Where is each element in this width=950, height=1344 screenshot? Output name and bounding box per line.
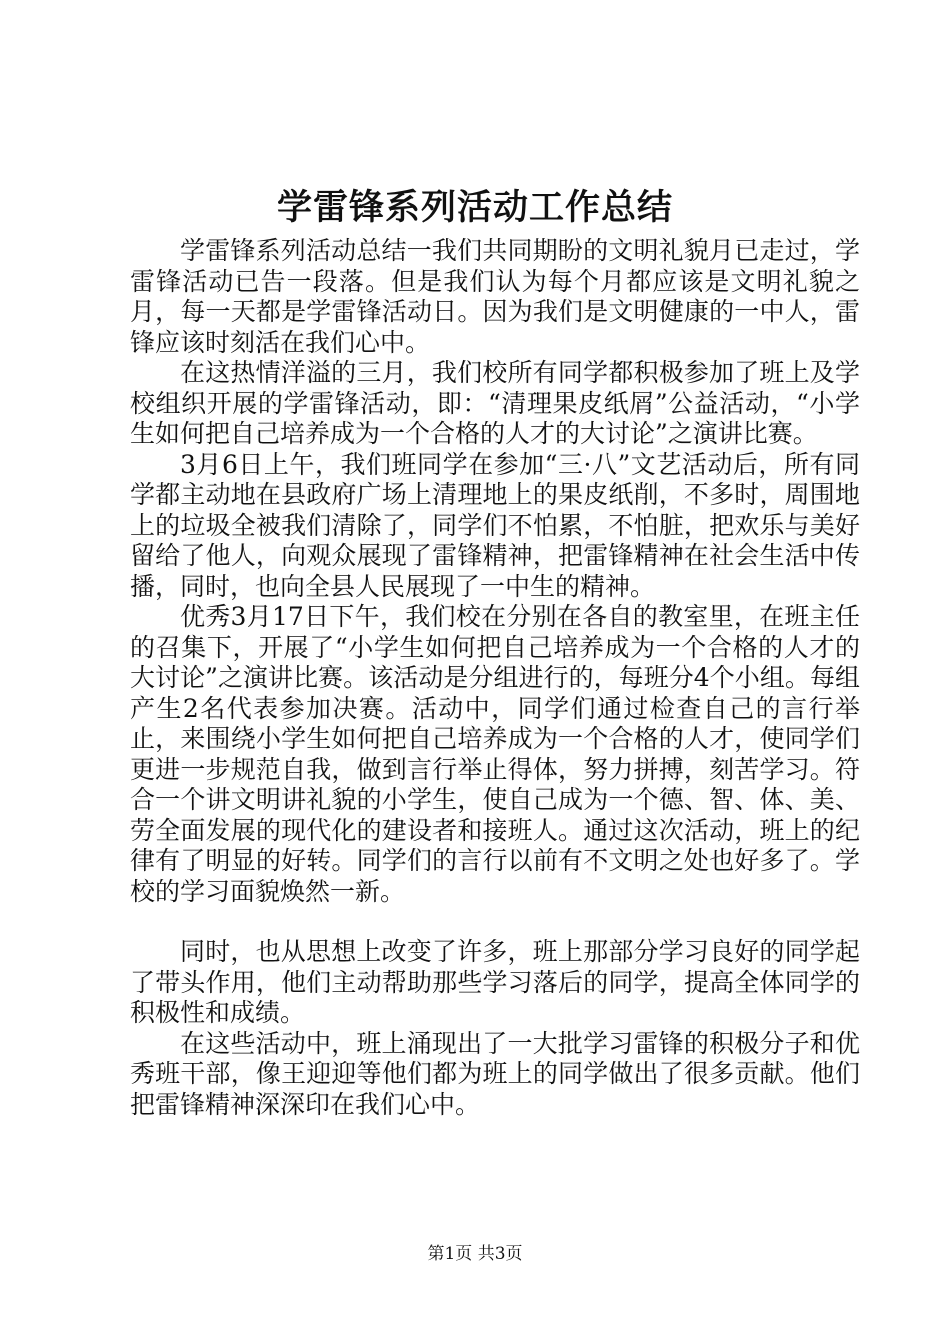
- page-footer: 第1页 共3页: [427, 1244, 523, 1264]
- document-body: [130, 236, 860, 1120]
- paragraph-4: 优秀3月17日下午，我们校在分别在各自的教室里，在班主任的召集下，开展了“小学生如何把自己培养成为一个合格的人才的大讨论”之演讲比赛。该活动是分组进行的，每班分4个小组。每组产生2名代表参加决赛。活动中，同学们通过检查自己的言行举止，来围绕小学生如何把自己培养成为一个合格的人才，使同学们更进一步规范自我，做到言行举止得体，努力拼搏，刻苦学习。符合一个讲文明讲礼貌的小学生，使自己成为一个德、智、体、美、劳全面发展的现代化的建设者和接班人。通过这次活动，班上的纪律有了明显的好转。同学们的言行以前有不文明之处也好多了。学校的学习面貌焕然一新。: [130, 602, 860, 906]
- paragraph-6: 在这些活动中，班上涌现出了一大批学习雷锋的积极分子和优秀班干部，像王迎迎等他们都为班上的同学做出了很多贡献。他们把雷锋精神深深印在我们心中。: [130, 1028, 860, 1119]
- paragraph-3: 3月6日上午，我们班同学在参加“三·八”文艺活动后，所有同学都主动地在县政府广场上清理地上的果皮纸削，不多时，周围地上的垃圾全被我们清除了，同学们不怕累，不怕脏，把欢乐与美好留给了他人，向观众展现了雷锋精神，把雷锋精神在社会生活中传播，同时，也向全县人民展现了一中生的精神。: [130, 449, 860, 601]
- paragraph-2: 在这热情洋溢的三月，我们校所有同学都积极参加了班上及学校组织开展的学雷锋活动，即：“清理果皮纸屑”公益活动，“小学生如何把自己培养成为一个合格的人才的大讨论”之演讲比赛。: [130, 358, 860, 448]
- paragraph-1: 学雷锋系列活动总结一我们共同期盼的文明礼貌月已走过，学雷锋活动已告一段落。但是我们认为每个月都应该是文明礼貌之月，每一天都是学雷锋活动日。因为我们是文明健康的一中人，雷锋应该时刻活在我们心中。: [130, 236, 860, 357]
- paragraph-5: 同时，也从思想上改变了许多，班上那部分学习良好的同学起了带头作用，他们主动帮助那些学习落后的同学，提高全体同学的积极性和成绩。: [130, 937, 860, 1027]
- document-title: 学雷锋系列活动工作总结: [276, 187, 673, 228]
